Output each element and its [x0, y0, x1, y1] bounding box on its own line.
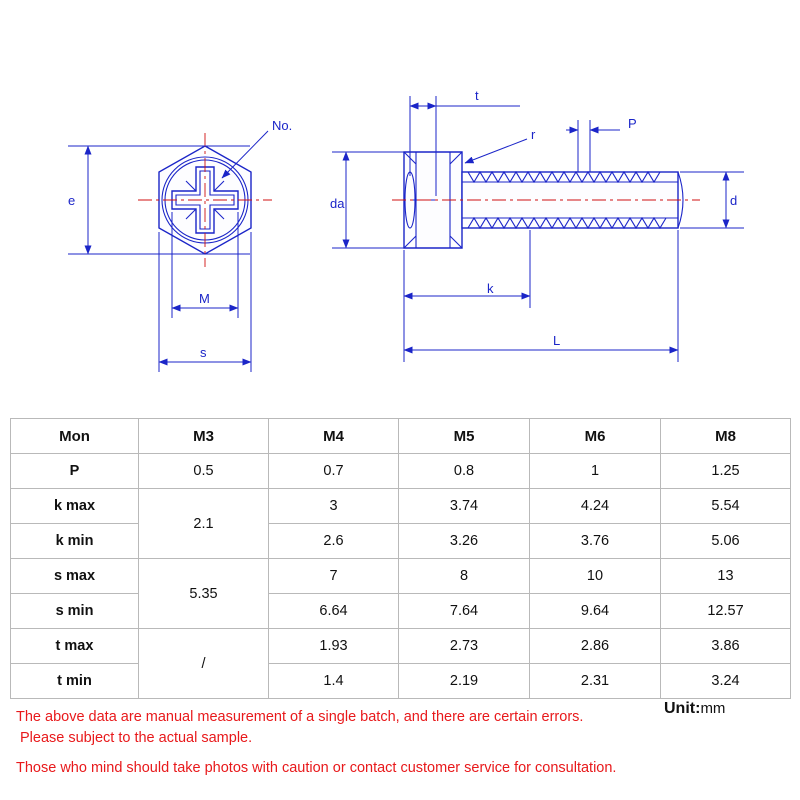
label-r-leader [465, 139, 527, 163]
label-k: k [487, 281, 494, 296]
cell-p-m5: 0.8 [399, 454, 530, 489]
label-da: da [330, 196, 345, 211]
cell-t-min-m4: 1.4 [269, 664, 399, 699]
row-label-p: P [11, 454, 139, 489]
label-P: P [628, 116, 637, 131]
table-row [11, 489, 791, 524]
cell-s-min-m4: 6.64 [269, 594, 399, 629]
dim-P [566, 120, 620, 172]
cell-k-min-m6: 3.76 [530, 524, 661, 559]
disclaimer-line-3: Those who mind should take photos with caution or contact customer service for consultation. [16, 760, 617, 776]
col-header-m8: M8 [661, 419, 791, 454]
label-e: e [68, 193, 76, 208]
cell-t-min-m5: 2.19 [399, 664, 530, 699]
col-header-m3: M3 [139, 419, 269, 454]
table-row [11, 629, 791, 664]
cell-k-max-m6: 4.24 [530, 489, 661, 524]
label-s: s [200, 345, 207, 360]
row-label-t-max: t max [11, 629, 139, 664]
row-label-k-min: k min [11, 524, 139, 559]
col-header-m4: M4 [269, 419, 399, 454]
screw-side-view [330, 88, 744, 362]
col-header-mon: Mon [11, 419, 139, 454]
cell-p-m8: 1.25 [661, 454, 791, 489]
dimension-table [10, 418, 791, 699]
col-header-m6: M6 [530, 419, 661, 454]
col-header-m5: M5 [399, 419, 530, 454]
cell-s-m3: 5.35 [139, 559, 269, 629]
cell-p-m3: 0.5 [139, 454, 269, 489]
table-header-row [11, 419, 791, 454]
cell-s-min-m5: 7.64 [399, 594, 530, 629]
cell-k-max-m4: 3 [269, 489, 399, 524]
table-row [11, 559, 791, 594]
cell-t-max-m4: 1.93 [269, 629, 399, 664]
cell-t-max-m8: 3.86 [661, 629, 791, 664]
label-t: t [475, 88, 479, 103]
label-L: L [553, 333, 561, 348]
cell-s-max-m4: 7 [269, 559, 399, 594]
cell-s-min-m8: 12.57 [661, 594, 791, 629]
cell-t-min-m6: 2.31 [530, 664, 661, 699]
cell-s-max-m8: 13 [661, 559, 791, 594]
cell-t-max-m6: 2.86 [530, 629, 661, 664]
label-no: No. [272, 118, 293, 133]
cell-k-max-m8: 5.54 [661, 489, 791, 524]
head-top-view [68, 118, 292, 372]
cell-t-max-m5: 2.73 [399, 629, 530, 664]
cell-t-m3: / [139, 629, 269, 699]
unit-note [664, 700, 725, 718]
cell-k-m3: 2.1 [139, 489, 269, 559]
row-label-k-max: k max [11, 489, 139, 524]
disclaimer-line-2: Please subject to the actual sample. [20, 730, 253, 746]
cell-s-max-m6: 10 [530, 559, 661, 594]
table-row [11, 524, 791, 559]
cell-p-m6: 1 [530, 454, 661, 489]
unit-value: mm [700, 700, 726, 717]
table-row [11, 454, 791, 489]
cell-s-min-m6: 9.64 [530, 594, 661, 629]
cell-k-min-m5: 3.26 [399, 524, 530, 559]
label-M: M [199, 291, 210, 306]
label-d: d [730, 193, 738, 208]
cell-k-min-m8: 5.06 [661, 524, 791, 559]
cell-s-max-m5: 8 [399, 559, 530, 594]
cell-p-m4: 0.7 [269, 454, 399, 489]
table-row [11, 664, 791, 699]
disclaimer-line-1: The above data are manual measurement of a single batch, and there are certain errors. [16, 709, 584, 725]
cell-t-min-m8: 3.24 [661, 664, 791, 699]
cell-k-min-m4: 2.6 [269, 524, 399, 559]
row-label-s-max: s max [11, 559, 139, 594]
table-row [11, 594, 791, 629]
unit-label: Unit: [664, 700, 701, 717]
row-label-t-min: t min [11, 664, 139, 699]
label-r: r [531, 127, 536, 142]
row-label-s-min: s min [11, 594, 139, 629]
cell-k-max-m5: 3.74 [399, 489, 530, 524]
